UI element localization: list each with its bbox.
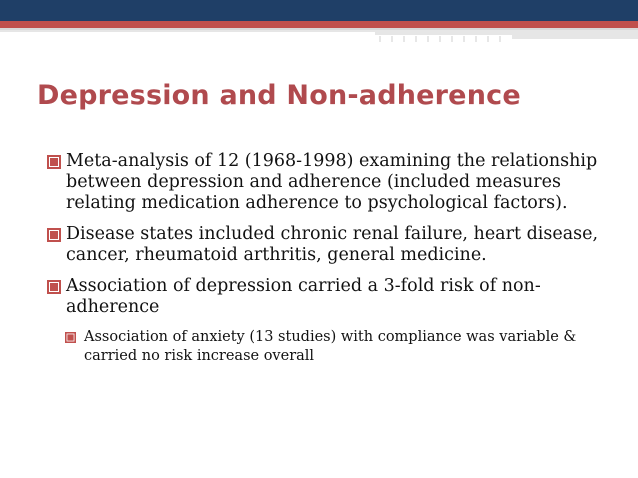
header-red-stripe <box>0 21 638 28</box>
sub-bullet-item <box>63 328 605 366</box>
slide-title: Depression and Non-adherence <box>37 80 521 111</box>
bullet-item <box>45 276 605 318</box>
square-bullet-icon <box>47 155 61 169</box>
bullet-text: Meta-analysis of 12 (1968-1998) examining the relationship between depression and adherence (included measures relating medication adherence to psychological factors). <box>66 151 598 213</box>
square-bullet-icon <box>65 332 76 343</box>
bullet-text: Disease states included chronic renal failure, heart disease, cancer, rheumatoid arthritis, general medicine. <box>66 224 599 265</box>
header-tick-marks <box>0 30 638 46</box>
square-bullet-icon <box>47 280 61 294</box>
bullet-item <box>45 151 605 214</box>
header-band <box>0 0 638 30</box>
bullet-text: Association of depression carried a 3-fold risk of non-adherence <box>66 276 541 317</box>
bullet-item <box>45 224 605 266</box>
header-navy-stripe <box>0 0 638 21</box>
square-bullet-icon <box>47 228 61 242</box>
slide-body <box>45 151 605 366</box>
sub-bullet-text: Association of anxiety (13 studies) with compliance was variable & carried no risk increase overall <box>84 329 577 364</box>
